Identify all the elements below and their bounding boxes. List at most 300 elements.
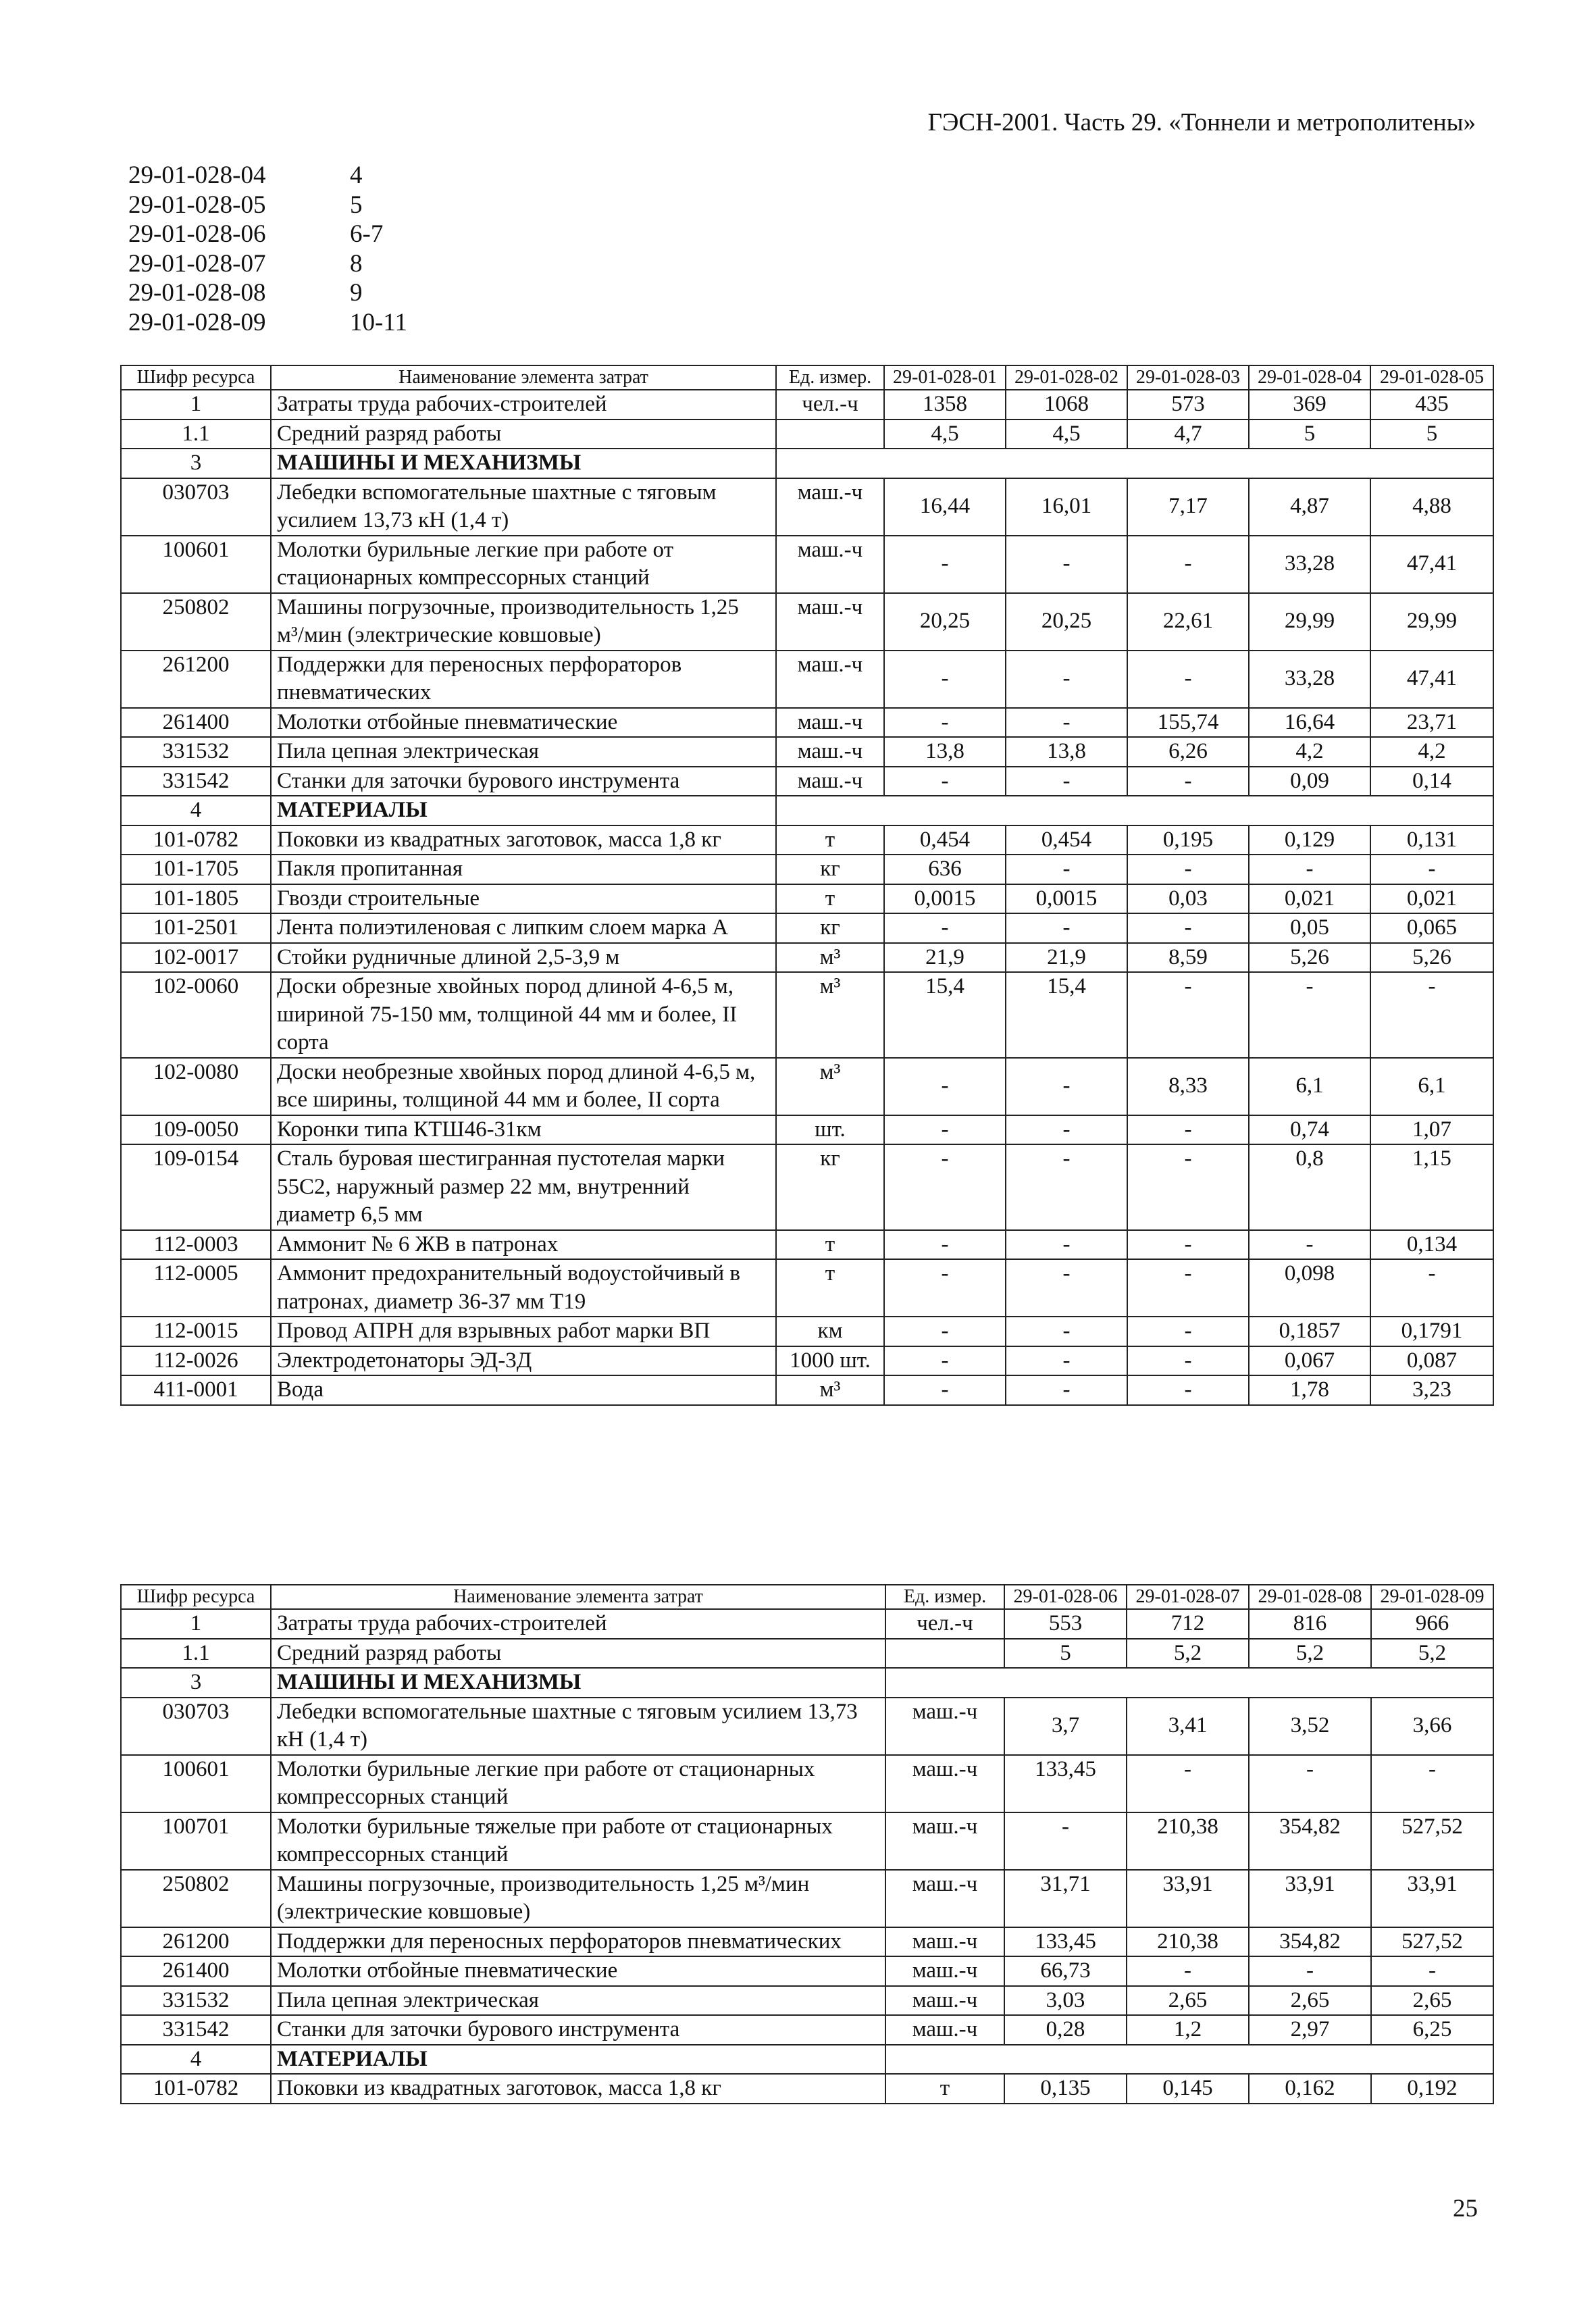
- cell-value: 0,021: [1249, 884, 1370, 914]
- cell-value: 0,145: [1127, 2074, 1249, 2104]
- cell-value: -: [1127, 1230, 1249, 1260]
- cell-value: -: [1127, 913, 1249, 943]
- cell-value: 0,135: [1004, 2074, 1127, 2104]
- cell-unit: м³: [776, 1058, 884, 1115]
- cell-unit: маш.-ч: [885, 1986, 1004, 2016]
- cell-name: Станки для заточки бурового инструмента: [271, 2015, 885, 2045]
- code-value: 8: [350, 249, 363, 278]
- table-row: [121, 1609, 1493, 1639]
- cell-value: -: [1127, 1956, 1249, 1986]
- cell-value: -: [1371, 1956, 1493, 1986]
- cell-code: 1: [121, 390, 271, 420]
- cell-value: 2,97: [1249, 2015, 1371, 2045]
- cell-value: -: [884, 536, 1006, 593]
- cell-code: 3: [121, 1668, 271, 1698]
- cell-value: 33,28: [1249, 651, 1370, 708]
- cell-value: 5: [1249, 420, 1370, 449]
- header-col: 29-01-028-04: [1249, 365, 1370, 390]
- cell-value: -: [1006, 651, 1127, 708]
- cell-code: 100701: [121, 1812, 271, 1870]
- code-list: [128, 161, 407, 337]
- cell-code: 102-0080: [121, 1058, 271, 1115]
- cell-name: Лебедки вспомогательные шахтные с тяговым усилием 13,73 кН (1,4 т): [271, 1698, 885, 1755]
- cell-name: Машины погрузочные, производительность 1,25 м³/мин (электрические ковшовые): [271, 593, 776, 651]
- cell-value: -: [1127, 972, 1249, 1058]
- code-label: 29-01-028-05: [128, 190, 266, 219]
- header-col: 29-01-028-01: [884, 365, 1006, 390]
- cell-value: -: [884, 1346, 1006, 1376]
- cell-unit: маш.-ч: [776, 767, 884, 796]
- cell-name: Пила цепная электрическая: [271, 737, 776, 767]
- cell-section-title: МАШИНЫ И МЕХАНИЗМЫ: [271, 1668, 885, 1698]
- cell-value: 210,38: [1127, 1927, 1249, 1957]
- cell-name: Поддержки для переносных перфораторов пневматических: [271, 651, 776, 708]
- table-row: [121, 1115, 1493, 1145]
- cell-unit: маш.-ч: [776, 737, 884, 767]
- table-row: [121, 1346, 1493, 1376]
- cell-value: -: [1370, 972, 1493, 1058]
- cell-empty: [885, 1668, 1493, 1698]
- table-row: [121, 855, 1493, 884]
- cell-code: 100601: [121, 1755, 271, 1812]
- cell-value: 0,1791: [1370, 1317, 1493, 1346]
- cell-name: Сталь буровая шестигранная пустотелая марки 55С2, наружный размер 22 мм, внутренний диаметр 6,5 мм: [271, 1144, 776, 1230]
- cell-value: 1358: [884, 390, 1006, 420]
- header-unit: Ед. измер.: [776, 365, 884, 390]
- table-row: [121, 972, 1493, 1058]
- cell-unit: чел.-ч: [776, 390, 884, 420]
- cell-value: 0,192: [1371, 2074, 1493, 2104]
- cell-value: 966: [1371, 1609, 1493, 1639]
- table-row: [121, 1375, 1493, 1405]
- cell-value: 4,87: [1249, 478, 1370, 536]
- cell-unit: т: [776, 884, 884, 914]
- cell-value: 0,131: [1370, 825, 1493, 855]
- table-row: [121, 1230, 1493, 1260]
- cell-code: 112-0015: [121, 1317, 271, 1346]
- cell-unit: маш.-ч: [885, 1870, 1004, 1927]
- cell-value: 0,134: [1370, 1230, 1493, 1260]
- cell-value: 3,03: [1004, 1986, 1127, 2016]
- cell-value: -: [1127, 1755, 1249, 1812]
- cell-name: Молотки отбойные пневматические: [271, 1956, 885, 1986]
- table-row: [121, 1870, 1493, 1927]
- cell-code: 109-0154: [121, 1144, 271, 1230]
- table-row: [121, 536, 1493, 593]
- cell-value: 354,82: [1249, 1812, 1371, 1870]
- cell-value: 20,25: [884, 593, 1006, 651]
- cell-code: 250802: [121, 1870, 271, 1927]
- cell-name: Пила цепная электрическая: [271, 1986, 885, 2016]
- cell-unit: маш.-ч: [885, 1755, 1004, 1812]
- cell-value: 0,74: [1249, 1115, 1370, 1145]
- table-row: [121, 390, 1493, 420]
- cell-value: 210,38: [1127, 1812, 1249, 1870]
- cell-section-title: МАТЕРИАЛЫ: [271, 796, 776, 825]
- cell-value: 1,2: [1127, 2015, 1249, 2045]
- table-row: [121, 1639, 1493, 1669]
- cell-code: 101-1705: [121, 855, 271, 884]
- header-col: 29-01-028-02: [1006, 365, 1127, 390]
- cell-value: 33,28: [1249, 536, 1370, 593]
- cell-code: 101-0782: [121, 825, 271, 855]
- cell-value: 6,1: [1370, 1058, 1493, 1115]
- cell-value: -: [1127, 1115, 1249, 1145]
- cell-value: -: [1127, 651, 1249, 708]
- code-value: 5: [350, 190, 363, 219]
- table-row: [121, 1317, 1493, 1346]
- table-row: [121, 1058, 1493, 1115]
- cell-value: -: [1006, 1259, 1127, 1317]
- code-label: 29-01-028-09: [128, 308, 266, 336]
- cell-value: 21,9: [884, 943, 1006, 973]
- cell-value: 3,41: [1127, 1698, 1249, 1755]
- cell-code: 101-2501: [121, 913, 271, 943]
- cell-value: -: [1006, 913, 1127, 943]
- cell-value: 13,8: [884, 737, 1006, 767]
- cell-unit: 1000 шт.: [776, 1346, 884, 1376]
- cell-unit: шт.: [776, 1115, 884, 1145]
- cell-value: 0,0015: [884, 884, 1006, 914]
- table-row: [121, 449, 1493, 478]
- cell-name: Доски необрезные хвойных пород длиной 4-6,5 м, все ширины, толщиной 44 мм и более, II сорта: [271, 1058, 776, 1115]
- cell-code: 109-0050: [121, 1115, 271, 1145]
- table-row: [121, 1927, 1493, 1957]
- cell-value: 15,4: [884, 972, 1006, 1058]
- cell-value: 3,23: [1370, 1375, 1493, 1405]
- cell-value: 0,067: [1249, 1346, 1370, 1376]
- code-list-item: [128, 190, 407, 220]
- cell-value: -: [1127, 1346, 1249, 1376]
- cell-value: -: [1249, 1956, 1371, 1986]
- table-row: [121, 737, 1493, 767]
- cell-value: 0,098: [1249, 1259, 1370, 1317]
- cell-value: -: [1127, 536, 1249, 593]
- cell-unit: т: [885, 2074, 1004, 2104]
- cell-code: 1.1: [121, 420, 271, 449]
- table-header-row: [121, 1585, 1493, 1609]
- cell-value: -: [884, 1144, 1006, 1230]
- cell-value: 29,99: [1370, 593, 1493, 651]
- cell-value: 527,52: [1371, 1927, 1493, 1957]
- cell-empty: [776, 449, 1493, 478]
- resources-table-1: [120, 365, 1494, 1406]
- cell-value: 5,26: [1370, 943, 1493, 973]
- cell-value: 0,021: [1370, 884, 1493, 914]
- cell-value: -: [1006, 855, 1127, 884]
- table-row: [121, 825, 1493, 855]
- cell-value: 0,09: [1249, 767, 1370, 796]
- cell-value: -: [1127, 1144, 1249, 1230]
- cell-value: 0,14: [1370, 767, 1493, 796]
- code-value: 9: [350, 279, 363, 307]
- cell-name: Аммонит предохранительный водоустойчивый в патронах, диаметр 36-37 мм Т19: [271, 1259, 776, 1317]
- cell-name: Станки для заточки бурового инструмента: [271, 767, 776, 796]
- cell-value: 5,26: [1249, 943, 1370, 973]
- cell-empty: [885, 2045, 1493, 2075]
- cell-value: 66,73: [1004, 1956, 1127, 1986]
- cell-value: -: [884, 767, 1006, 796]
- table-row: [121, 2045, 1493, 2075]
- cell-value: 4,5: [1006, 420, 1127, 449]
- table-row: [121, 478, 1493, 536]
- cell-unit: м³: [776, 972, 884, 1058]
- cell-unit: маш.-ч: [776, 536, 884, 593]
- cell-value: -: [1006, 708, 1127, 738]
- cell-unit: кг: [776, 913, 884, 943]
- table-row: [121, 708, 1493, 738]
- cell-unit: [885, 1639, 1004, 1669]
- table-row: [121, 593, 1493, 651]
- cell-code: 4: [121, 2045, 271, 2075]
- code-label: 29-01-028-07: [128, 249, 266, 278]
- cell-value: 0,195: [1127, 825, 1249, 855]
- cell-name: Лебедки вспомогательные шахтные с тяговым усилием 13,73 кН (1,4 т): [271, 478, 776, 536]
- cell-unit: т: [776, 825, 884, 855]
- table-row: [121, 1259, 1493, 1317]
- cell-value: 8,59: [1127, 943, 1249, 973]
- cell-value: 573: [1127, 390, 1249, 420]
- cell-value: -: [884, 708, 1006, 738]
- table-row: [121, 1144, 1493, 1230]
- cell-code: 250802: [121, 593, 271, 651]
- page-number: 25: [1453, 2195, 1478, 2222]
- cell-value: 16,01: [1006, 478, 1127, 536]
- header-col: 29-01-028-08: [1249, 1585, 1371, 1609]
- cell-value: 23,71: [1370, 708, 1493, 738]
- cell-value: 0,162: [1249, 2074, 1371, 2104]
- cell-value: 1,78: [1249, 1375, 1370, 1405]
- cell-value: 5: [1004, 1639, 1127, 1669]
- cell-value: -: [1371, 1755, 1493, 1812]
- cell-value: -: [1006, 1058, 1127, 1115]
- cell-value: -: [884, 651, 1006, 708]
- cell-name: Аммонит № 6 ЖВ в патронах: [271, 1230, 776, 1260]
- cell-value: 13,8: [1006, 737, 1127, 767]
- cell-code: 102-0060: [121, 972, 271, 1058]
- cell-name: Вода: [271, 1375, 776, 1405]
- cell-value: -: [884, 1115, 1006, 1145]
- cell-value: 354,82: [1249, 1927, 1371, 1957]
- cell-value: 0,0015: [1006, 884, 1127, 914]
- cell-name: Стойки рудничные длиной 2,5-3,9 м: [271, 943, 776, 973]
- cell-value: -: [884, 1058, 1006, 1115]
- table-row: [121, 943, 1493, 973]
- cell-unit: м³: [776, 943, 884, 973]
- cell-value: 4,7: [1127, 420, 1249, 449]
- code-list-item: [128, 278, 407, 308]
- cell-name: Средний разряд работы: [271, 420, 776, 449]
- cell-value: -: [1249, 1755, 1371, 1812]
- cell-value: -: [1006, 767, 1127, 796]
- code-value: 6-7: [350, 220, 384, 248]
- header-name: Наименование элемента затрат: [271, 365, 776, 390]
- cell-value: 6,26: [1127, 737, 1249, 767]
- cell-value: 2,65: [1127, 1986, 1249, 2016]
- cell-name: Затраты труда рабочих-строителей: [271, 390, 776, 420]
- cell-section-title: МАШИНЫ И МЕХАНИЗМЫ: [271, 449, 776, 478]
- cell-value: 16,44: [884, 478, 1006, 536]
- cell-value: 0,28: [1004, 2015, 1127, 2045]
- cell-code: 261200: [121, 1927, 271, 1957]
- cell-value: -: [1249, 972, 1370, 1058]
- cell-unit: т: [776, 1230, 884, 1260]
- cell-value: -: [1006, 536, 1127, 593]
- code-list-item: [128, 161, 407, 190]
- table-row: [121, 1668, 1493, 1698]
- cell-value: 4,2: [1370, 737, 1493, 767]
- page-header: ГЭСН-2001. Часть 29. «Тоннели и метрополитены»: [927, 109, 1476, 136]
- cell-value: -: [1127, 855, 1249, 884]
- cell-unit: маш.-ч: [776, 708, 884, 738]
- cell-value: -: [1370, 855, 1493, 884]
- cell-value: 33,91: [1249, 1870, 1371, 1927]
- cell-value: 3,66: [1371, 1698, 1493, 1755]
- cell-value: 4,2: [1249, 737, 1370, 767]
- cell-value: 816: [1249, 1609, 1371, 1639]
- cell-unit: чел.-ч: [885, 1609, 1004, 1639]
- cell-code: 030703: [121, 478, 271, 536]
- cell-value: 8,33: [1127, 1058, 1249, 1115]
- cell-unit: м³: [776, 1375, 884, 1405]
- table-row: [121, 913, 1493, 943]
- cell-value: 22,61: [1127, 593, 1249, 651]
- cell-value: 6,25: [1371, 2015, 1493, 2045]
- cell-code: 261400: [121, 708, 271, 738]
- cell-value: -: [884, 1259, 1006, 1317]
- cell-value: 1,07: [1370, 1115, 1493, 1145]
- cell-name: Гвозди строительные: [271, 884, 776, 914]
- table-row: [121, 1755, 1493, 1812]
- table-row: [121, 1956, 1493, 1986]
- resources-table-2: [120, 1584, 1494, 2104]
- cell-value: -: [1127, 1317, 1249, 1346]
- cell-value: -: [1249, 855, 1370, 884]
- cell-value: 29,99: [1249, 593, 1370, 651]
- code-label: 29-01-028-04: [128, 161, 266, 189]
- cell-code: 112-0003: [121, 1230, 271, 1260]
- cell-code: 1: [121, 1609, 271, 1639]
- cell-value: 636: [884, 855, 1006, 884]
- header-col: 29-01-028-03: [1127, 365, 1249, 390]
- cell-unit: маш.-ч: [885, 1812, 1004, 1870]
- cell-name: Молотки бурильные тяжелые при работе от стационарных компрессорных станций: [271, 1812, 885, 1870]
- cell-value: 155,74: [1127, 708, 1249, 738]
- cell-value: 2,65: [1249, 1986, 1371, 2016]
- cell-value: -: [1127, 1259, 1249, 1317]
- cell-name: Провод АПРН для взрывных работ марки ВП: [271, 1317, 776, 1346]
- code-label: 29-01-028-08: [128, 279, 266, 307]
- cell-name: Затраты труда рабочих-строителей: [271, 1609, 885, 1639]
- table-row: [121, 796, 1493, 825]
- cell-unit: [776, 420, 884, 449]
- cell-value: 7,17: [1127, 478, 1249, 536]
- table-header-row: [121, 365, 1493, 390]
- table-row: [121, 884, 1493, 914]
- cell-unit: кг: [776, 1144, 884, 1230]
- code-list-item: [128, 220, 407, 249]
- cell-value: 5,2: [1371, 1639, 1493, 1669]
- code-label: 29-01-028-06: [128, 220, 266, 248]
- cell-code: 261400: [121, 1956, 271, 1986]
- cell-value: -: [1004, 1812, 1127, 1870]
- table-row: [121, 1698, 1493, 1755]
- cell-name: Молотки бурильные легкие при работе от стационарных компрессорных станций: [271, 1755, 885, 1812]
- cell-value: 133,45: [1004, 1927, 1127, 1957]
- cell-code: 411-0001: [121, 1375, 271, 1405]
- cell-code: 101-1805: [121, 884, 271, 914]
- cell-value: 133,45: [1004, 1755, 1127, 1812]
- cell-value: 435: [1370, 390, 1493, 420]
- cell-value: 15,4: [1006, 972, 1127, 1058]
- header-unit: Ед. измер.: [885, 1585, 1004, 1609]
- cell-value: 0,454: [884, 825, 1006, 855]
- header-col: 29-01-028-07: [1127, 1585, 1249, 1609]
- cell-name: Электродетонаторы ЭД-3Д: [271, 1346, 776, 1376]
- cell-value: 3,52: [1249, 1698, 1371, 1755]
- table-row: [121, 420, 1493, 449]
- cell-name: Лента полиэтиленовая с липким слоем марка А: [271, 913, 776, 943]
- cell-name: Поддержки для переносных перфораторов пневматических: [271, 1927, 885, 1957]
- table-row: [121, 2015, 1493, 2045]
- cell-code: 261200: [121, 651, 271, 708]
- code-value: 10-11: [350, 308, 407, 336]
- code-list-item: [128, 249, 407, 279]
- cell-unit: маш.-ч: [885, 1956, 1004, 1986]
- cell-value: 33,91: [1127, 1870, 1249, 1927]
- cell-code: 331542: [121, 2015, 271, 2045]
- cell-unit: маш.-ч: [885, 1698, 1004, 1755]
- cell-value: -: [1006, 1115, 1127, 1145]
- cell-value: 0,03: [1127, 884, 1249, 914]
- cell-value: -: [1006, 1317, 1127, 1346]
- cell-section-title: МАТЕРИАЛЫ: [271, 2045, 885, 2075]
- cell-unit: маш.-ч: [885, 2015, 1004, 2045]
- cell-name: Молотки бурильные легкие при работе от стационарных компрессорных станций: [271, 536, 776, 593]
- cell-value: 21,9: [1006, 943, 1127, 973]
- header-code: Шифр ресурса: [121, 1585, 271, 1609]
- cell-value: 5: [1370, 420, 1493, 449]
- cell-value: -: [1127, 1375, 1249, 1405]
- cell-value: -: [1127, 767, 1249, 796]
- cell-code: 030703: [121, 1698, 271, 1755]
- cell-name: Средний разряд работы: [271, 1639, 885, 1669]
- code-list-item: [128, 308, 407, 338]
- cell-value: 20,25: [1006, 593, 1127, 651]
- header-col: 29-01-028-09: [1371, 1585, 1493, 1609]
- cell-value: 47,41: [1370, 651, 1493, 708]
- cell-code: 100601: [121, 536, 271, 593]
- cell-value: 0,065: [1370, 913, 1493, 943]
- cell-unit: маш.-ч: [776, 478, 884, 536]
- cell-value: 47,41: [1370, 536, 1493, 593]
- cell-code: 331532: [121, 1986, 271, 2016]
- cell-value: 712: [1127, 1609, 1249, 1639]
- cell-value: -: [884, 1375, 1006, 1405]
- table-row: [121, 2074, 1493, 2104]
- cell-unit: кг: [776, 855, 884, 884]
- cell-value: 527,52: [1371, 1812, 1493, 1870]
- table-row: [121, 1986, 1493, 2016]
- cell-value: 0,1857: [1249, 1317, 1370, 1346]
- cell-code: 112-0026: [121, 1346, 271, 1376]
- cell-name: Машины погрузочные, производительность 1,25 м³/мин (электрические ковшовые): [271, 1870, 885, 1927]
- cell-value: -: [1006, 1230, 1127, 1260]
- cell-code: 1.1: [121, 1639, 271, 1669]
- cell-unit: маш.-ч: [776, 593, 884, 651]
- cell-name: Поковки из квадратных заготовок, масса 1,8 кг: [271, 2074, 885, 2104]
- cell-value: 16,64: [1249, 708, 1370, 738]
